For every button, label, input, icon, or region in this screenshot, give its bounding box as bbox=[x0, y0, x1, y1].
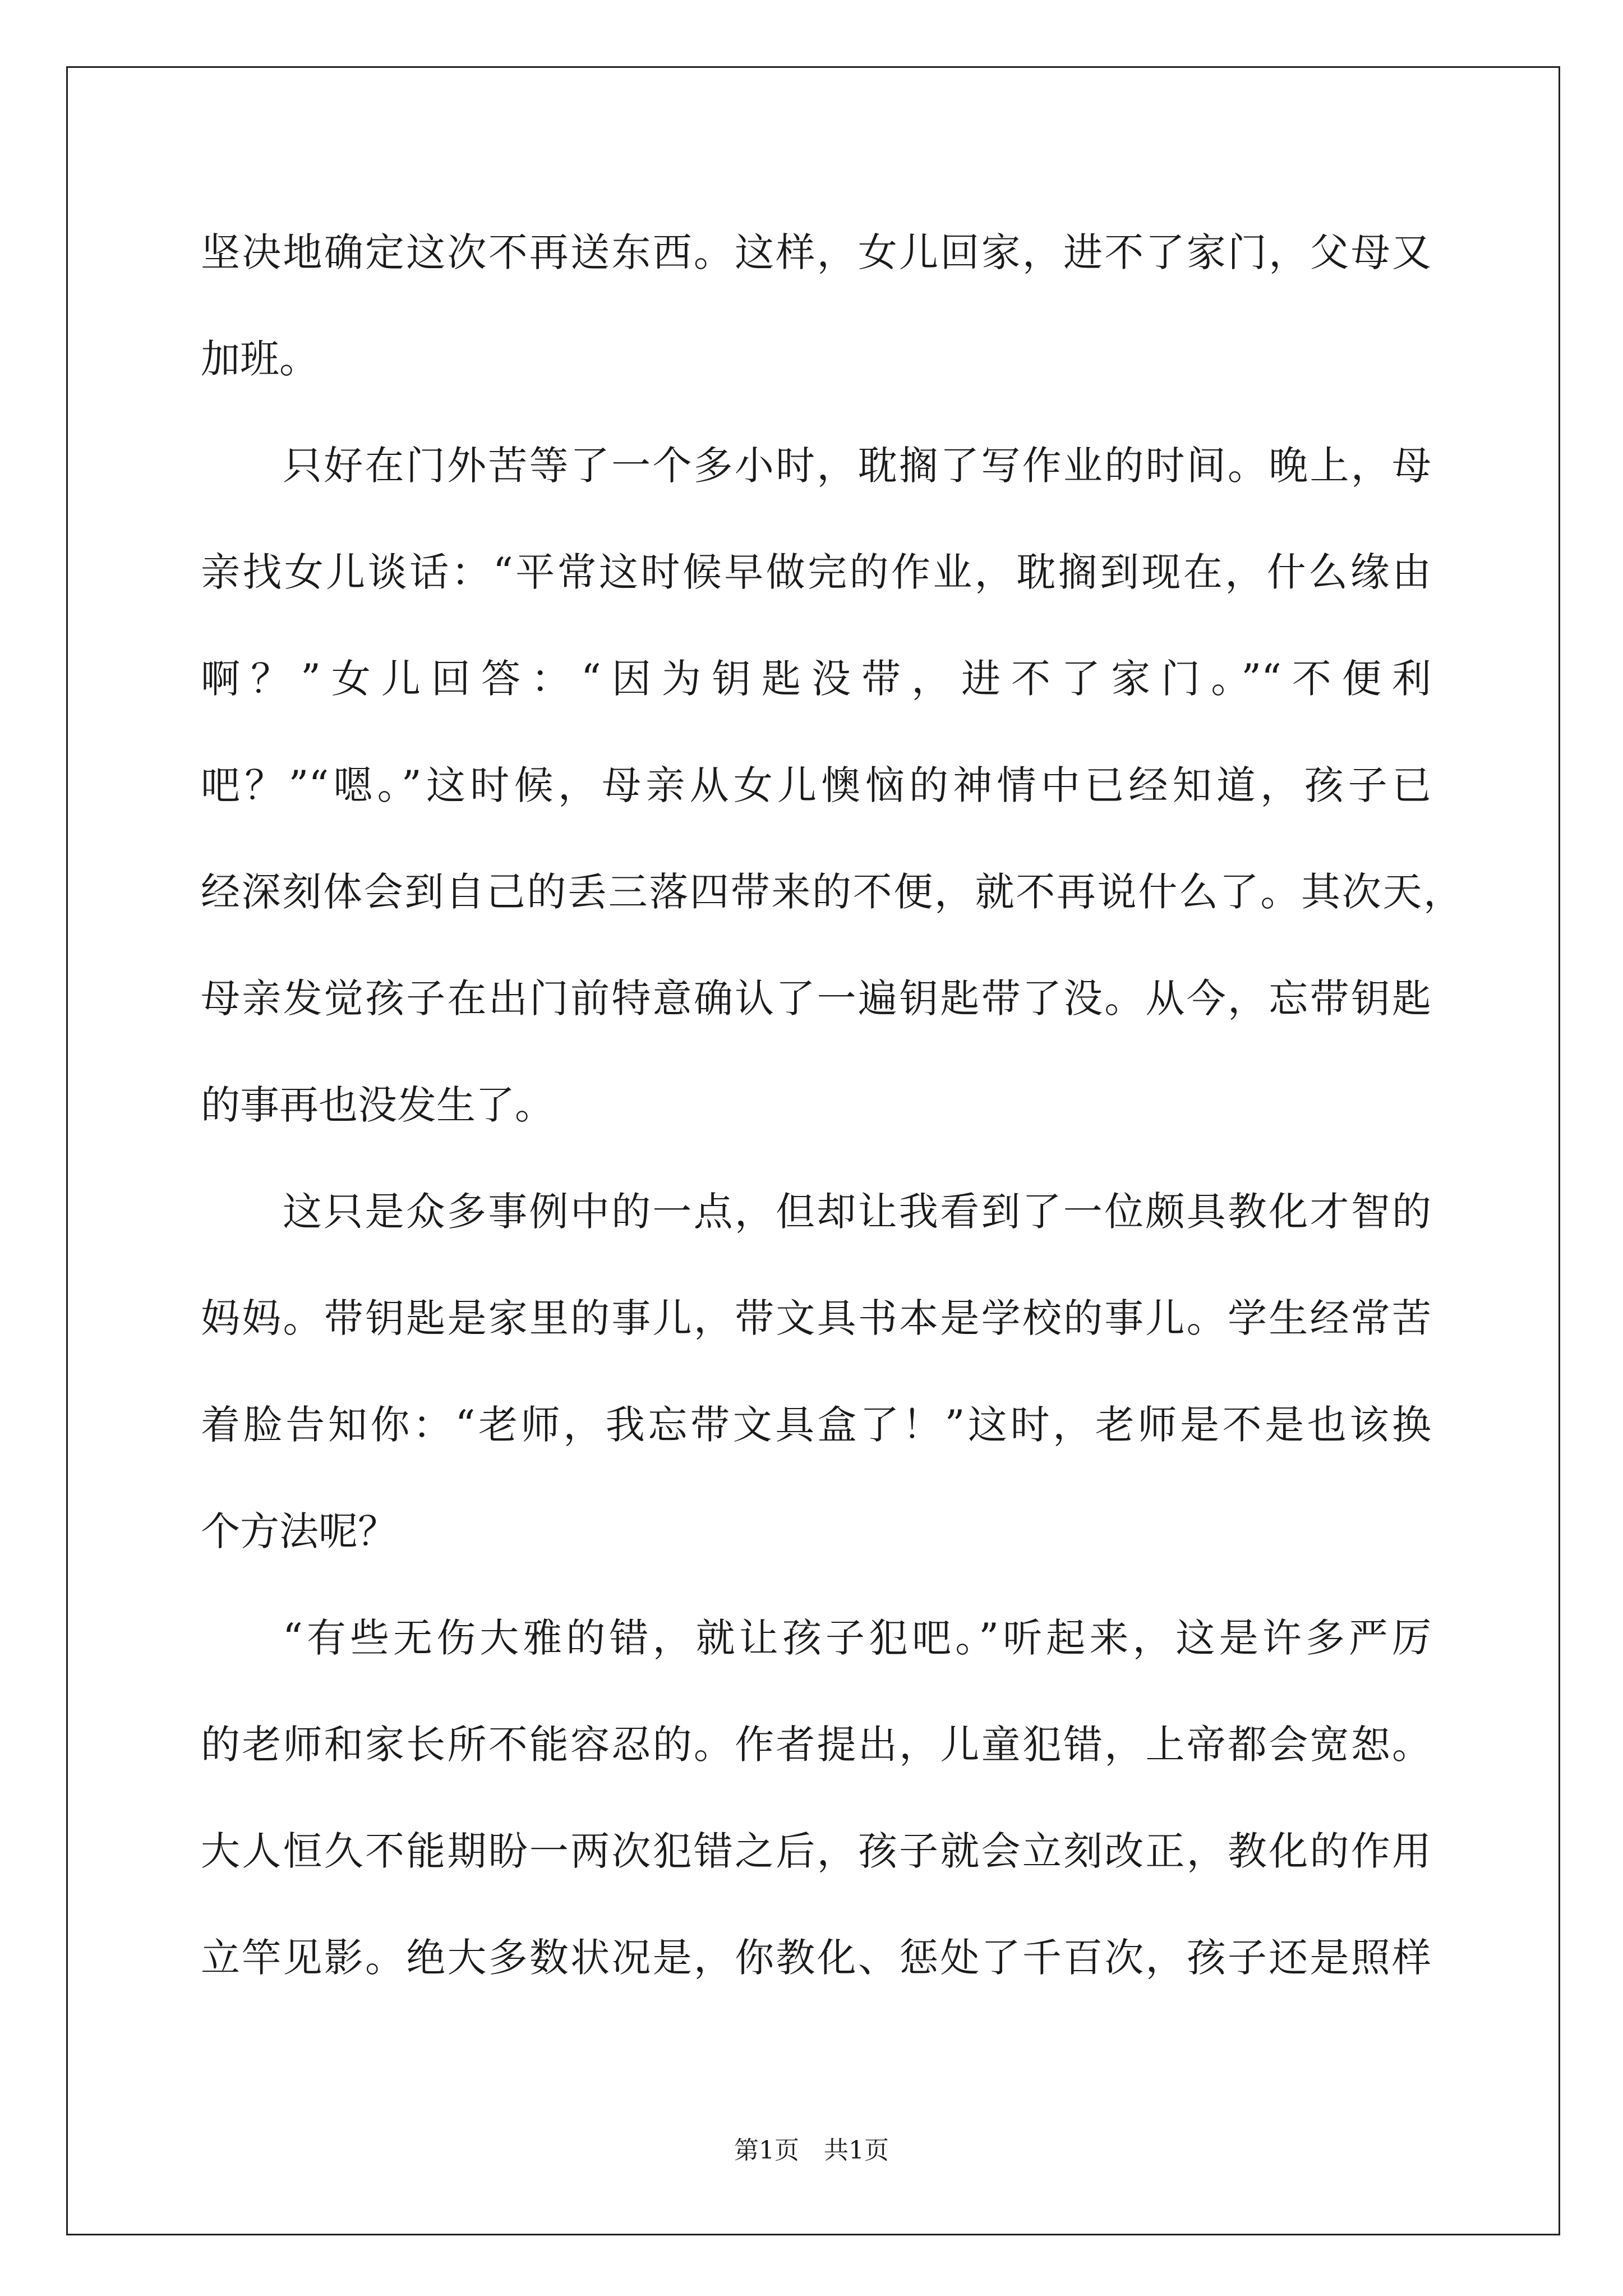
paragraph bbox=[201, 199, 1431, 412]
text-line: 吧？”“嗯。”这时候，母亲从女儿懊恼的神情中已经知道，孩子已 bbox=[201, 762, 1431, 808]
text-line: 加班。 bbox=[201, 336, 319, 382]
text-line: 亲找女儿谈话：“平常这时候早做完的作业，耽搁到现在，什么缘由 bbox=[201, 549, 1431, 595]
body-text bbox=[201, 199, 1463, 2011]
text-line: 大人恒久不能期盼一两次犯错之后，孩子就会立刻改正，教化的作用 bbox=[201, 1828, 1431, 1874]
text-line: 妈妈。带钥匙是家里的事儿，带文具书本是学校的事儿。学生经常苦 bbox=[201, 1295, 1431, 1341]
text-line: 这只是众多事例中的一点，但却让我看到了一位颇具教化才智的 bbox=[283, 1189, 1431, 1235]
text-line: 坚决地确定这次不再送东西。这样，女儿回家，进不了家门，父母又 bbox=[201, 229, 1431, 275]
paragraph bbox=[201, 412, 1463, 1158]
text-line: “有些无伤大雅的错，就让孩子犯吧。”听起来，这是许多严厉 bbox=[283, 1615, 1431, 1661]
text-line: 立竿见影。绝大多数状况是，你教化、惩处了千百次，孩子还是照样 bbox=[201, 1935, 1431, 1981]
text-line: 的老师和家长所不能容忍的。作者提出，儿童犯错，上帝都会宽恕。 bbox=[201, 1722, 1431, 1768]
text-line: 经深刻体会到自己的丢三落四带来的不便，就不再说什么了。其次天， bbox=[201, 869, 1463, 915]
paragraph bbox=[201, 1158, 1431, 1585]
text-line: 只好在门外苦等了一个多小时，耽搁了写作业的时间。晚上，母 bbox=[283, 443, 1431, 489]
page-footer: 第1页 共1页 bbox=[734, 2136, 889, 2165]
text-line: 着脸告知你：“老师，我忘带文具盒了！”这时，老师是不是也该换 bbox=[201, 1402, 1431, 1448]
text-line: 个方法呢？ bbox=[201, 1508, 397, 1554]
text-line: 啊？”女儿回答：“因为钥匙没带，进不了家门。”“不便利 bbox=[201, 656, 1431, 702]
text-line: 的事再也没发生了。 bbox=[201, 1082, 554, 1128]
paragraph bbox=[201, 1585, 1431, 2011]
text-line: 母亲发觉孩子在出门前特意确认了一遍钥匙带了没。从今，忘带钥匙 bbox=[201, 976, 1431, 1022]
